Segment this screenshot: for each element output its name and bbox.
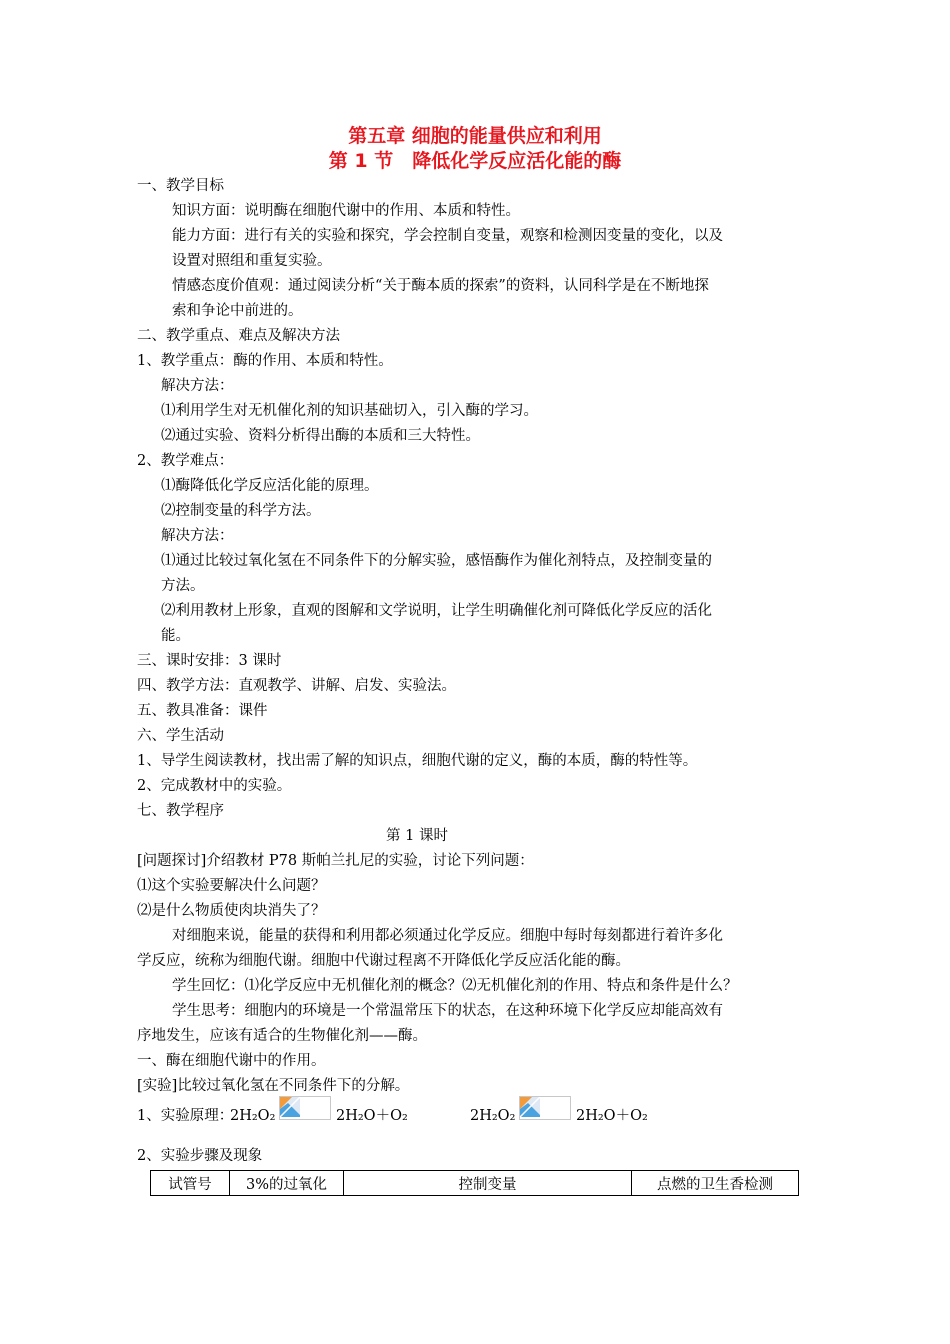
text-line: 学生思考：细胞内的环境是一个常温常压下的状态，在这种环境下化学反应却能高效有 [172,1003,723,1019]
text-line: 1、导学生阅读教材，找出需了解的知识点，细胞代谢的定义，酶的本质，酶的特性等。 [137,753,698,769]
text-line: 解决方法： [161,378,234,394]
text-line: 一、教学目标 [137,178,224,194]
text-line: [问题探讨]介绍教材 P78 斯帕兰扎尼的实验，讨论下列问题： [137,853,534,869]
broken-image-icon [520,1097,540,1117]
equation-reactant: 2H₂O₂ [470,1108,516,1124]
text-line: 五、教具准备：课件 [137,703,268,719]
text-line: ⑵控制变量的科学方法。 [161,503,321,519]
text-line: 学生回忆：⑴化学反应中无机催化剂的概念？⑵无机催化剂的作用、特点和条件是什么？ [172,978,738,994]
text-line: 2、教学难点： [137,453,234,469]
text-line: 四、教学方法：直观教学、讲解、启发、实验法。 [137,678,456,694]
text-line: 七、教学程序 [137,803,224,819]
equation-product: 2H₂O＋O₂ [336,1108,408,1124]
text-line: 1、教学重点：酶的作用、本质和特性。 [137,353,393,369]
text-line: ⑵通过实验、资料分析得出酶的本质和三大特性。 [161,428,480,444]
table-header-row [151,1171,799,1196]
text-line: 索和争论中前进的。 [172,303,303,319]
text-line: 学反应，统称为细胞代谢。细胞中代谢过程离不开降低化学反应活化能的酶。 [137,953,630,969]
text-line: 六、学生活动 [137,728,224,744]
steps-label: 2、实验步骤及现象 [137,1148,263,1164]
equation-product: 2H₂O＋O₂ [576,1108,648,1124]
table-header-cell: 试管号 [151,1171,230,1196]
experiment-table [150,1170,799,1196]
text-line: 设置对照组和重复实验。 [172,253,332,269]
text-line: 2、完成教材中的实验。 [137,778,292,794]
text-line: ⑵是什么物质使肉块消失了？ [137,903,326,919]
lesson-heading: 第 1 课时 [386,828,448,844]
equation-image-placeholder [279,1096,331,1120]
text-line: 解决方法： [161,528,234,544]
text-line: 知识方面：说明酶在细胞代谢中的作用、本质和特性。 [172,203,520,219]
text-line: [实验]比较过氧化氢在不同条件下的分解。 [137,1078,410,1094]
equation-image-placeholder [519,1096,571,1120]
text-line: 能。 [161,628,190,644]
table-header-cell: 点燃的卫生香检测 [632,1171,799,1196]
equation-reactant: 2H₂O₂ [230,1108,276,1124]
principle-label: 1、实验原理： [137,1108,234,1124]
text-line: 一、酶在细胞代谢中的作用。 [137,1053,326,1069]
text-line: ⑴利用学生对无机催化剂的知识基础切入，引入酶的学习。 [161,403,538,419]
section-title: 第 1 节 降低化学反应活化能的酶 [328,150,622,172]
text-line: 情感态度价值观：通过阅读分析“关于酶本质的探索”的资料，认同科学是在不断地探 [172,278,709,294]
text-line: 方法。 [161,578,205,594]
text-line: 三、课时安排：3 课时 [137,653,282,669]
text-line: ⑴酶降低化学反应活化能的原理。 [161,478,379,494]
text-line: 能力方面：进行有关的实验和探究，学会控制自变量，观察和检测因变量的变化，以及 [172,228,723,244]
text-line: 序地发生，应该有适合的生物催化剂——酶。 [137,1028,427,1044]
text-line: ⑴通过比较过氧化氢在不同条件下的分解实验，感悟酶作为催化剂特点，及控制变量的 [161,553,712,569]
text-line: 二、教学重点、难点及解决方法 [137,328,340,344]
chapter-title: 第五章 细胞的能量供应和利用 [348,125,602,147]
table-header-cell: 控制变量 [344,1171,632,1196]
text-line: ⑵利用教材上形象，直观的图解和文学说明，让学生明确催化剂可降低化学反应的活化 [161,603,712,619]
text-line: 对细胞来说，能量的获得和利用都必须通过化学反应。细胞中每时每刻都进行着许多化 [172,928,723,944]
table-header-cell: 3%的过氧化 [230,1171,344,1196]
text-line: ⑴这个实验要解决什么问题？ [137,878,326,894]
broken-image-icon [280,1097,300,1117]
